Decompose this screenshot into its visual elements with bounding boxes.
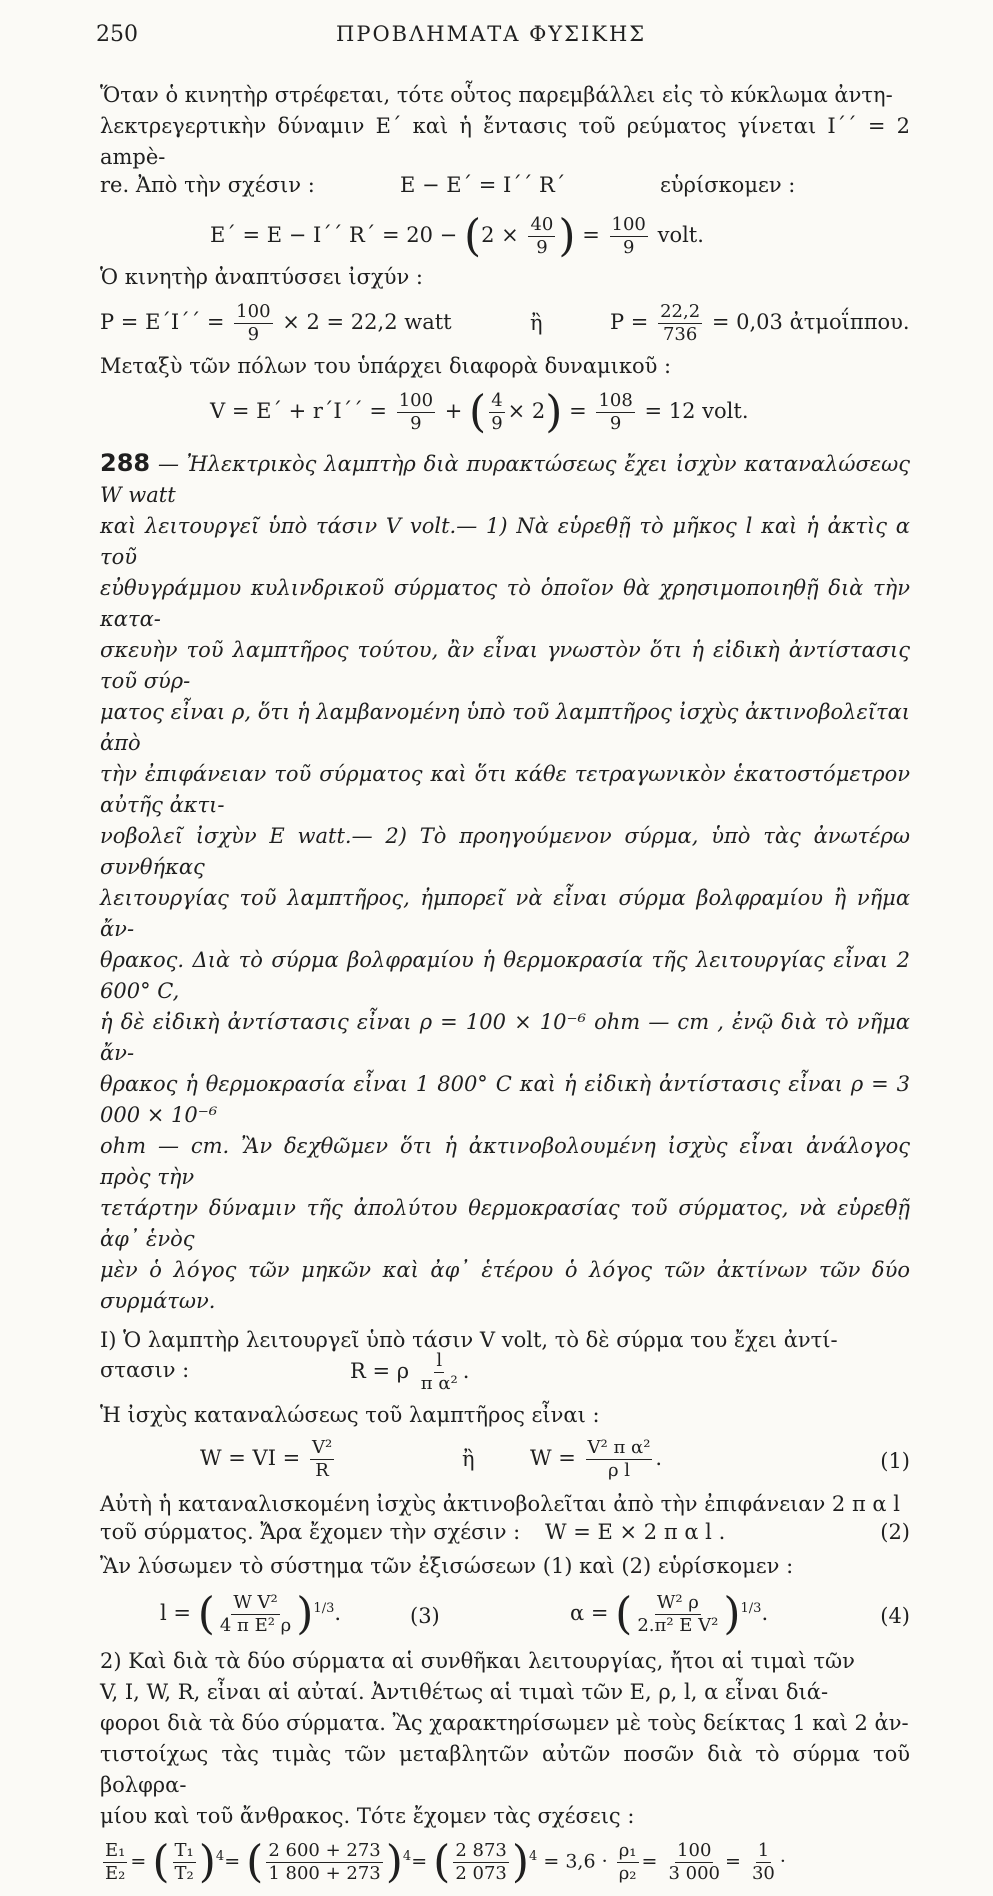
running-title: ΠΡΟΒΛΗΜΑΤΑ ΦΥΣΙΚΗΣ (336, 22, 647, 46)
solution-2-line: μίου καὶ τοῦ ἄνθρακος. Τότε ἔχομεν τὰς σχέσεις : (100, 1804, 635, 1828)
radiation-line-2: τοῦ σύρματος. Ἄρα ἔχομεν τὴν σχέσιν : W = E × 2 π α l . (2) (100, 1520, 910, 1544)
potential-diff-text: Μεταξὺ τῶν πόλων του ὑπάρχει διαφορὰ δυναμικοῦ : (100, 354, 672, 378)
equation-w: W = VI = $\frac{\text{V²}}{R}$ ἢ W = $\frac{\text{V² π α²}}{\text{ρ l}}$ . (1) (200, 1437, 910, 1481)
solution-2-line: φοροι διὰ τὰ δύο σύρματα. Ἂς χαρακτηρίσωμεν μὲ τοὺς δείκτας 1 καὶ 2 ἀν- (100, 1711, 909, 1735)
problem-number: 288 (100, 449, 151, 477)
equation-resistance: στασιν : R = ρ $\frac{l}{\text{π α²}}$ . (100, 1350, 470, 1394)
power-intro: Ἡ ἰσχὺς καταναλώσεως τοῦ λαμπτῆρος εἶναι : (100, 1403, 600, 1427)
problem-line: ματος εἶναι ρ, ὅτι ἡ λαμβανομένη ὑπὸ τοῦ λαμπτῆρος ἰσχὺς ἀκτινοβολεῖται ἀπὸ (100, 700, 910, 755)
page-header (96, 22, 896, 54)
problem-line: εὐθυγράμμου κυλινδρικοῦ σύρματος τὸ ὁποῖον θὰ χρησιμοποιηθῇ διὰ τὴν κατα- (100, 576, 910, 631)
equation-number: (1) (880, 1449, 910, 1473)
top-line-1: Ὅταν ὁ κινητὴρ στρέφεται, τότε οὗτος παρεμβάλλει εἰς τὸ κύκλωμα ἀντη- (100, 83, 893, 107)
problem-line: καὶ λειτουργεῖ ὑπὸ τάσιν V volt.— 1) Νὰ εὑρεθῇ τὸ μῆκος l καὶ ἡ ἀκτὶς α τοῦ (100, 514, 910, 569)
equation-number: (2) (880, 1520, 910, 1544)
solution-2-line: V, I, W, R, εἶναι αἱ αὐταί. Ἀντιθέτως αἱ τιμαὶ τῶν E, ρ, l, α εἶναι διά- (100, 1680, 829, 1704)
solution-2-line: τιστοίχως τὰς τιμὰς τῶν μεταβλητῶν αὐτῶν ποσῶν διὰ τὸ σύρμα τοῦ βολφρα- (100, 1742, 910, 1797)
equation-length-radius: l = ( $\frac{\text{W V²}}{\text{4 π E² ρ}}$ )$^{1/3}$. (3) α = ( $\frac{\text{W² ρ}}{\text{2.π² E V²}}$ )$^{1/3}$. (4) (160, 1588, 910, 1640)
problem-line: μὲν ὁ λόγος τῶν μηκῶν καὶ ἀφ᾿ ἑτέρου ὁ λόγος τῶν ἀκτίνων τῶν δύο συρμάτων. (100, 1258, 910, 1313)
page-number: 250 (96, 22, 138, 47)
problem-line: σκευὴν τοῦ λαμπτῆρος τούτου, ἂν εἶναι γνωστὸν ὅτι ἡ εἰδικὴ ἀντίστασις τοῦ σύρ- (100, 638, 910, 693)
motor-power-text: Ὁ κινητὴρ ἀναπτύσσει ἰσχύν : (100, 265, 423, 289)
top-line-2: λεκτρεγερτικὴν δύναμιν E΄ καὶ ἡ ἔντασις τοῦ ρεύματος γίνεται I΄΄ = 2 ampè- (100, 114, 910, 169)
equation-number: (3) (410, 1604, 440, 1628)
equation-voltage: V = E΄ + r΄I΄΄ = $\frac{100}{9}$ + ( $\frac{4}{9}$ × 2) = $\frac{108}{9}$ = 12 volt. (210, 386, 749, 438)
equation-emf: E΄ = E − I΄΄ R΄ = 20 − (2 × $\frac{40}{9}$ ) = $\frac{100}{9}$ volt. (210, 210, 704, 262)
equation-number: (4) (880, 1604, 910, 1628)
problem-line: νοβολεῖ ἰσχὺν E watt.— 2) Τὸ προηγούμενον σύρμα, ὑπὸ τὰς ἀνωτέρω συνθήκας (100, 824, 910, 879)
page-body (100, 80, 910, 1896)
fraction: $\frac{100}{9}$ (611, 214, 646, 258)
relation-line: re. Ἀπὸ τὴν σχέσιν : E − E΄ = I΄΄ R΄ εὑρίσκομεν : (100, 173, 796, 197)
fraction: $\frac{40}{9}$ (530, 214, 554, 258)
problem-line: τετάρτην δύναμιν τῆς ἀπολύτου θερμοκρασίας τοῦ σύρματος, νὰ εὑρεθῇ ἀφ᾿ ἑνὸς (100, 1196, 910, 1251)
problem-line: θρακος. Διὰ τὸ σύρμα βολφραμίου ἡ θερμοκρασία τῆς λειτουργίας εἶναι 2 600° C, (100, 948, 910, 1003)
problem-line: θρακος ἡ θερμοκρασία εἶναι 1 800° C καὶ ἡ εἰδικὴ ἀντίστασις εἶναι ρ = 3 000 × 10⁻⁶ (100, 1072, 910, 1127)
problem-line-0: 288 — Ἠλεκτρικὸς λαμπτὴρ διὰ πυρακτώσεως ἔχει ἰσχὺν καταναλώσεως W watt (100, 449, 910, 507)
radiation-line-1: Αὐτὴ ἡ καταναλισκομένη ἰσχὺς ἀκτινοβολεῖται ἀπὸ τὴν ἐπιφάνειαν 2 π α l (100, 1492, 901, 1516)
solution-2-line: 2) Καὶ διὰ τὰ δύο σύρματα αἱ συνθῆκαι λειτουργίας, ἤτοι αἱ τιμαὶ τῶν (100, 1649, 855, 1673)
problem-line: λειτουργίας τοῦ λαμπτῆρος, ἠμπορεῖ νὰ εἶναι σύρμα βολφραμίου ἢ νῆμα ἄν- (100, 886, 910, 941)
solution-1-line-1: I) Ὁ λαμπτὴρ λειτουργεῖ ὑπὸ τάσιν V volt, τὸ δὲ σύρμα του ἔχει ἀντί- (100, 1328, 838, 1352)
system-text: Ἂν λύσωμεν τὸ σύστημα τῶν ἐξισώσεων (1) καὶ (2) εὑρίσκομεν : (100, 1554, 794, 1578)
equation-power: P = E΄I΄΄ = $\frac{100}{9}$ × 2 = 22,2 watt ἢ P = $\frac{22,2}{736}$ = 0,03 ἀτμοΐππου. (100, 301, 910, 345)
equation-ratios: $\frac{\text{E₁}}{\text{E₂}}$ = ( $\frac{\text{T₁}}{\text{T₂}}$ )$^4$= ( $\frac{2 600 + 273}{1 800 + 273}$ )$^4$= ( $\frac{2 873}{2 073}$ )$^4$ = 3,6 · $\frac{\text{ρ₁}}{\text{ρ₂}}$ = $\frac{100}{3 000}$ = $\frac{1}{30}$ · (105, 1836, 786, 1888)
problem-line: ἡ δὲ εἰδικὴ ἀντίστασις εἶναι ρ = 100 × 10⁻⁶ ohm — cm , ἐνῷ διὰ τὸ νῆμα ἄν- (100, 1010, 910, 1065)
problem-line: τὴν ἐπιφάνειαν τοῦ σύρματος καὶ ὅτι κάθε τετραγωνικὸν ἑκατοστόμετρον αὐτῆς ἀκτι- (100, 762, 910, 817)
problem-line: ohm — cm. Ἂν δεχθῶμεν ὅτι ἡ ἀκτινοβολουμένη ἰσχὺς εἶναι ἀνάλογος πρὸς τὴν (100, 1134, 910, 1189)
